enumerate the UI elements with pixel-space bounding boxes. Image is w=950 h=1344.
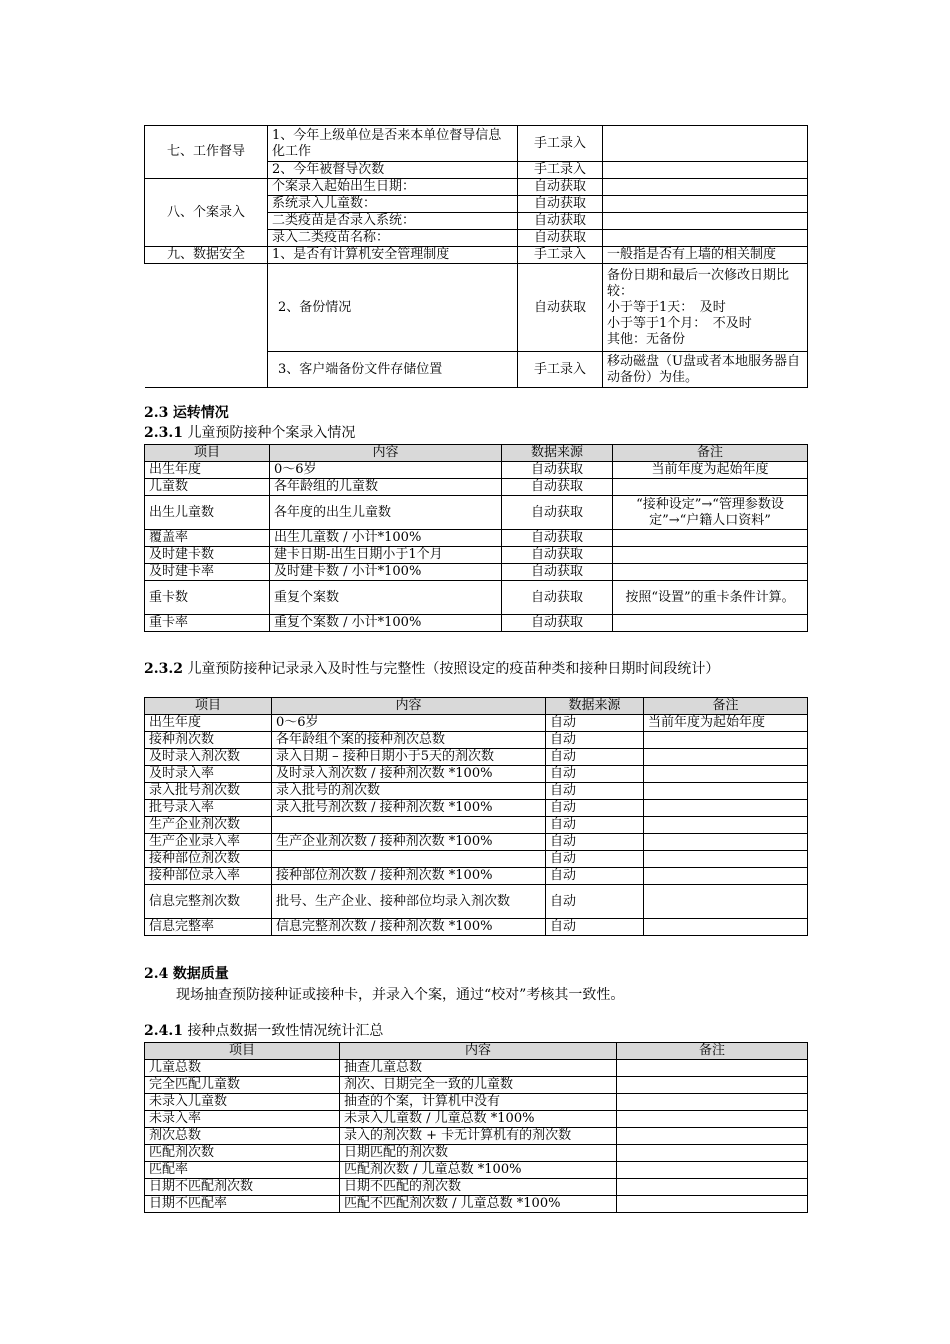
- empty-cell: [145, 264, 268, 352]
- table-cell: 各年度的出生儿童数: [270, 496, 502, 530]
- table-cell: 录入的剂次数 + 卡无计算机有的剂次数: [340, 1128, 617, 1145]
- table-cell: 未录入率: [145, 1111, 340, 1128]
- content-cell: 1、是否有计算机安全管理制度: [268, 247, 518, 264]
- table-cell: 出生年度: [145, 715, 272, 732]
- table-cell: 日期不匹配剂次数: [145, 1179, 340, 1196]
- source-cell: 自动获取: [518, 213, 603, 230]
- table-row: [145, 919, 808, 936]
- table-cell: 当前年度为起始年度: [644, 715, 808, 732]
- table-cell: 及时建卡数: [145, 547, 270, 564]
- table-cell: 生产企业录入率: [145, 834, 272, 851]
- table-cell: 自动获取: [502, 564, 613, 581]
- table-cell: 抽查的个案，计算机中没有: [340, 1094, 617, 1111]
- table-cell: 自动: [546, 817, 644, 834]
- table-cell: 儿童总数: [145, 1060, 340, 1077]
- table-cell: [644, 868, 808, 885]
- source-cell: 自动获取: [518, 196, 603, 213]
- note-cell: [603, 179, 808, 196]
- table-cell: 录入批号剂次数: [145, 783, 272, 800]
- table-cell: 生产企业剂次数 / 接种剂次数 *100%: [272, 834, 546, 851]
- table-cell: [644, 885, 808, 919]
- table-cell: 抽查儿童总数: [340, 1060, 617, 1077]
- table-cell: 日期匹配的剂次数: [340, 1145, 617, 1162]
- section-label: 七、工作督导: [145, 126, 268, 179]
- table-cell: 录入批号的剂次数: [272, 783, 546, 800]
- heading-2-3-1: 2.3.1 儿童预防接种个案录入情况: [144, 425, 356, 441]
- table-cell: 重复个案数: [270, 581, 502, 615]
- table-row: [145, 1179, 808, 1196]
- table-cell: 自动获取: [502, 547, 613, 564]
- table-row: [145, 547, 808, 564]
- table-row: [145, 564, 808, 581]
- table-cell: 自动: [546, 783, 644, 800]
- table-cell: [272, 817, 546, 834]
- table-row: [145, 615, 808, 632]
- heading-2-3-2: 2.3.2 儿童预防接种记录录入及时性与完整性（按照设定的疫苗种类和接种日期时间段统计）: [144, 661, 720, 677]
- paragraph-2-4: 现场抽查预防接种证或接种卡，并录入个案，通过“校对”考核其一致性。: [176, 987, 625, 1003]
- table-row: [145, 834, 808, 851]
- table-cell: 覆盖率: [145, 530, 270, 547]
- table-cell: [613, 547, 808, 564]
- table-cell: 批号、生产企业、接种部位均录入剂次数: [272, 885, 546, 919]
- note-cell: [603, 162, 808, 179]
- table-cell: [613, 479, 808, 496]
- column-header: 备注: [644, 698, 808, 715]
- table-cell: 0～6岁: [272, 715, 546, 732]
- table-row: [145, 352, 808, 388]
- empty-cell: [145, 352, 268, 388]
- table-cell: [272, 851, 546, 868]
- table-row: [145, 715, 808, 732]
- table-cell: 自动获取: [502, 496, 613, 530]
- table-cell: [617, 1179, 808, 1196]
- column-header: 内容: [340, 1043, 617, 1060]
- column-header: 内容: [270, 445, 502, 462]
- section-label: 八、个案录入: [145, 179, 268, 247]
- section-label: 九、数据安全: [145, 247, 268, 264]
- table-cell: [617, 1111, 808, 1128]
- table-row: [145, 581, 808, 615]
- table-cell: [613, 564, 808, 581]
- table-cell: [644, 749, 808, 766]
- content-cell: 2、今年被督导次数: [268, 162, 518, 179]
- table-2-4-1: [144, 1042, 808, 1213]
- table-cell: [644, 919, 808, 936]
- table-row: [145, 179, 808, 196]
- table-cell: 自动: [546, 749, 644, 766]
- content-cell: 1、今年上级单位是否来本单位督导信息化工作: [268, 126, 518, 162]
- table-cell: 日期不匹配率: [145, 1196, 340, 1213]
- table-cell: [617, 1060, 808, 1077]
- table-row: [145, 462, 808, 479]
- table-cell: 自动: [546, 919, 644, 936]
- table-cell: [617, 1145, 808, 1162]
- table-row: [145, 851, 808, 868]
- column-header: 项目: [145, 698, 272, 715]
- column-header: 数据来源: [502, 445, 613, 462]
- table-cell: 及时录入剂次数 / 接种剂次数 *100%: [272, 766, 546, 783]
- table-row: [145, 1162, 808, 1179]
- table-cell: [613, 530, 808, 547]
- table-row: [145, 817, 808, 834]
- content-cell: 录入二类疫苗名称：: [268, 230, 518, 247]
- table-cell: 自动获取: [502, 581, 613, 615]
- table-row: [145, 800, 808, 817]
- table-cell: 自动: [546, 868, 644, 885]
- content-cell: 2、备份情况: [268, 264, 518, 352]
- table-row: [145, 1094, 808, 1111]
- table-row: [145, 749, 808, 766]
- table-cell: 重复个案数 / 小计*100%: [270, 615, 502, 632]
- table-cell: 剂次、日期完全一致的儿童数: [340, 1077, 617, 1094]
- table-row: [145, 126, 808, 162]
- table-cell: [644, 732, 808, 749]
- table-cell: 儿童数: [145, 479, 270, 496]
- table-cell: 自动: [546, 715, 644, 732]
- table-row: [145, 1077, 808, 1094]
- table-cell: 自动获取: [502, 479, 613, 496]
- table-cell: [644, 800, 808, 817]
- table-cell: 按照“设置”的重卡条件计算。: [613, 581, 808, 615]
- content-cell: 二类疫苗是否录入系统：: [268, 213, 518, 230]
- note-cell: [603, 213, 808, 230]
- table-row: [145, 530, 808, 547]
- source-cell: 自动获取: [518, 264, 603, 352]
- table-cell: [617, 1077, 808, 1094]
- table-cell: 生产企业剂次数: [145, 817, 272, 834]
- table-cell: 录入批号剂次数 / 接种剂次数 *100%: [272, 800, 546, 817]
- note-cell: 备份日期和最后一次修改日期比较： 小于等于1天： 及时 小于等于1个月： 不及时 其他：无备份: [603, 264, 808, 352]
- column-header: 备注: [613, 445, 808, 462]
- heading-2-3: 2.3 运转情况: [144, 405, 229, 421]
- table-cell: 各年龄组的儿童数: [270, 479, 502, 496]
- table-cell: 当前年度为起始年度: [613, 462, 808, 479]
- table-cell: 自动: [546, 834, 644, 851]
- table-cell: 自动: [546, 851, 644, 868]
- table-cell: 建卡日期-出生日期小于1个月: [270, 547, 502, 564]
- table-cell: [644, 834, 808, 851]
- table-cell: [617, 1128, 808, 1145]
- table-row: [145, 1145, 808, 1162]
- content-cell: 系统录入儿童数：: [268, 196, 518, 213]
- table-cell: 剂次总数: [145, 1128, 340, 1145]
- table-row: [145, 496, 808, 530]
- source-cell: 手工录入: [518, 162, 603, 179]
- table-cell: [617, 1196, 808, 1213]
- table-cell: 0～6岁: [270, 462, 502, 479]
- table-row: [145, 885, 808, 919]
- table-cell: [617, 1162, 808, 1179]
- table-cell: 自动获取: [502, 615, 613, 632]
- table-cell: [644, 851, 808, 868]
- table-cell: [613, 615, 808, 632]
- table-cell: 自动: [546, 885, 644, 919]
- heading-2-4: 2.4 数据质量: [144, 966, 229, 982]
- table-cell: 出生儿童数: [145, 496, 270, 530]
- table-row: [145, 868, 808, 885]
- table-cell: 及时建卡率: [145, 564, 270, 581]
- table-2-3-1: [144, 444, 808, 632]
- table-cell: 完全匹配儿童数: [145, 1077, 340, 1094]
- table-cell: 批号录入率: [145, 800, 272, 817]
- table-cell: 出生儿童数 / 小计*100%: [270, 530, 502, 547]
- table-cell: 录入日期 – 接种日期小于5天的剂次数: [272, 749, 546, 766]
- table-cell: 及时录入率: [145, 766, 272, 783]
- table-cell: 未录入儿童数: [145, 1094, 340, 1111]
- table-cell: 接种部位录入率: [145, 868, 272, 885]
- table-cell: 及时建卡数 / 小计*100%: [270, 564, 502, 581]
- table-cell: “接种设定”→“管理参数设定”→“户籍人口资料”: [613, 496, 808, 530]
- table-cell: 重卡数: [145, 581, 270, 615]
- table-row: [145, 1196, 808, 1213]
- note-cell: 移动磁盘（U盘或者本地服务器自动备份）为佳。: [603, 352, 808, 388]
- table-cell: [644, 766, 808, 783]
- table-cell: 信息完整剂次数: [145, 885, 272, 919]
- note-cell: [603, 230, 808, 247]
- table-cell: [644, 783, 808, 800]
- table-cell: 自动: [546, 766, 644, 783]
- table-row: [145, 1060, 808, 1077]
- table-cell: 匹配剂次数: [145, 1145, 340, 1162]
- table-row: [145, 264, 808, 352]
- table-cell: 自动: [546, 800, 644, 817]
- note-cell: 一般指是否有上墙的相关制度: [603, 247, 808, 264]
- table-cell: [617, 1094, 808, 1111]
- table-cell: 接种部位剂次数 / 接种剂次数 *100%: [272, 868, 546, 885]
- table-cell: 日期不匹配的剂次数: [340, 1179, 617, 1196]
- table-cell: 出生年度: [145, 462, 270, 479]
- note-cell: [603, 126, 808, 162]
- table-row: [145, 1111, 808, 1128]
- source-cell: 自动获取: [518, 230, 603, 247]
- table-2-3-2: [144, 697, 808, 936]
- source-cell: 手工录入: [518, 352, 603, 388]
- table-cell: 匹配率: [145, 1162, 340, 1179]
- content-cell: 个案录入起始出生日期：: [268, 179, 518, 196]
- top-section-table: [144, 125, 808, 388]
- table-row: [145, 732, 808, 749]
- source-cell: 手工录入: [518, 126, 603, 162]
- table-row: [145, 783, 808, 800]
- table-cell: 匹配不匹配剂次数 / 儿童总数 *100%: [340, 1196, 617, 1213]
- table-row: [145, 766, 808, 783]
- table-row: [145, 247, 808, 264]
- source-cell: 手工录入: [518, 247, 603, 264]
- note-cell: [603, 196, 808, 213]
- table-cell: 重卡率: [145, 615, 270, 632]
- table-cell: 及时录入剂次数: [145, 749, 272, 766]
- table-cell: 各年龄组个案的接种剂次总数: [272, 732, 546, 749]
- table-cell: 自动获取: [502, 530, 613, 547]
- column-header: 数据来源: [546, 698, 644, 715]
- table-cell: 接种剂次数: [145, 732, 272, 749]
- column-header: 项目: [145, 1043, 340, 1060]
- content-cell: 3、客户端备份文件存储位置: [268, 352, 518, 388]
- table-cell: 未录入儿童数 / 儿童总数 *100%: [340, 1111, 617, 1128]
- table-cell: 信息完整率: [145, 919, 272, 936]
- column-header: 项目: [145, 445, 270, 462]
- column-header: 内容: [272, 698, 546, 715]
- table-cell: 匹配剂次数 / 儿童总数 *100%: [340, 1162, 617, 1179]
- table-cell: 信息完整剂次数 / 接种剂次数 *100%: [272, 919, 546, 936]
- table-cell: 自动: [546, 732, 644, 749]
- table-row: [145, 1128, 808, 1145]
- source-cell: 自动获取: [518, 179, 603, 196]
- table-cell: 自动获取: [502, 462, 613, 479]
- table-row: [145, 479, 808, 496]
- heading-2-4-1: 2.4.1 接种点数据一致性情况统计汇总: [144, 1023, 384, 1039]
- table-cell: 接种部位剂次数: [145, 851, 272, 868]
- column-header: 备注: [617, 1043, 808, 1060]
- table-cell: [644, 817, 808, 834]
